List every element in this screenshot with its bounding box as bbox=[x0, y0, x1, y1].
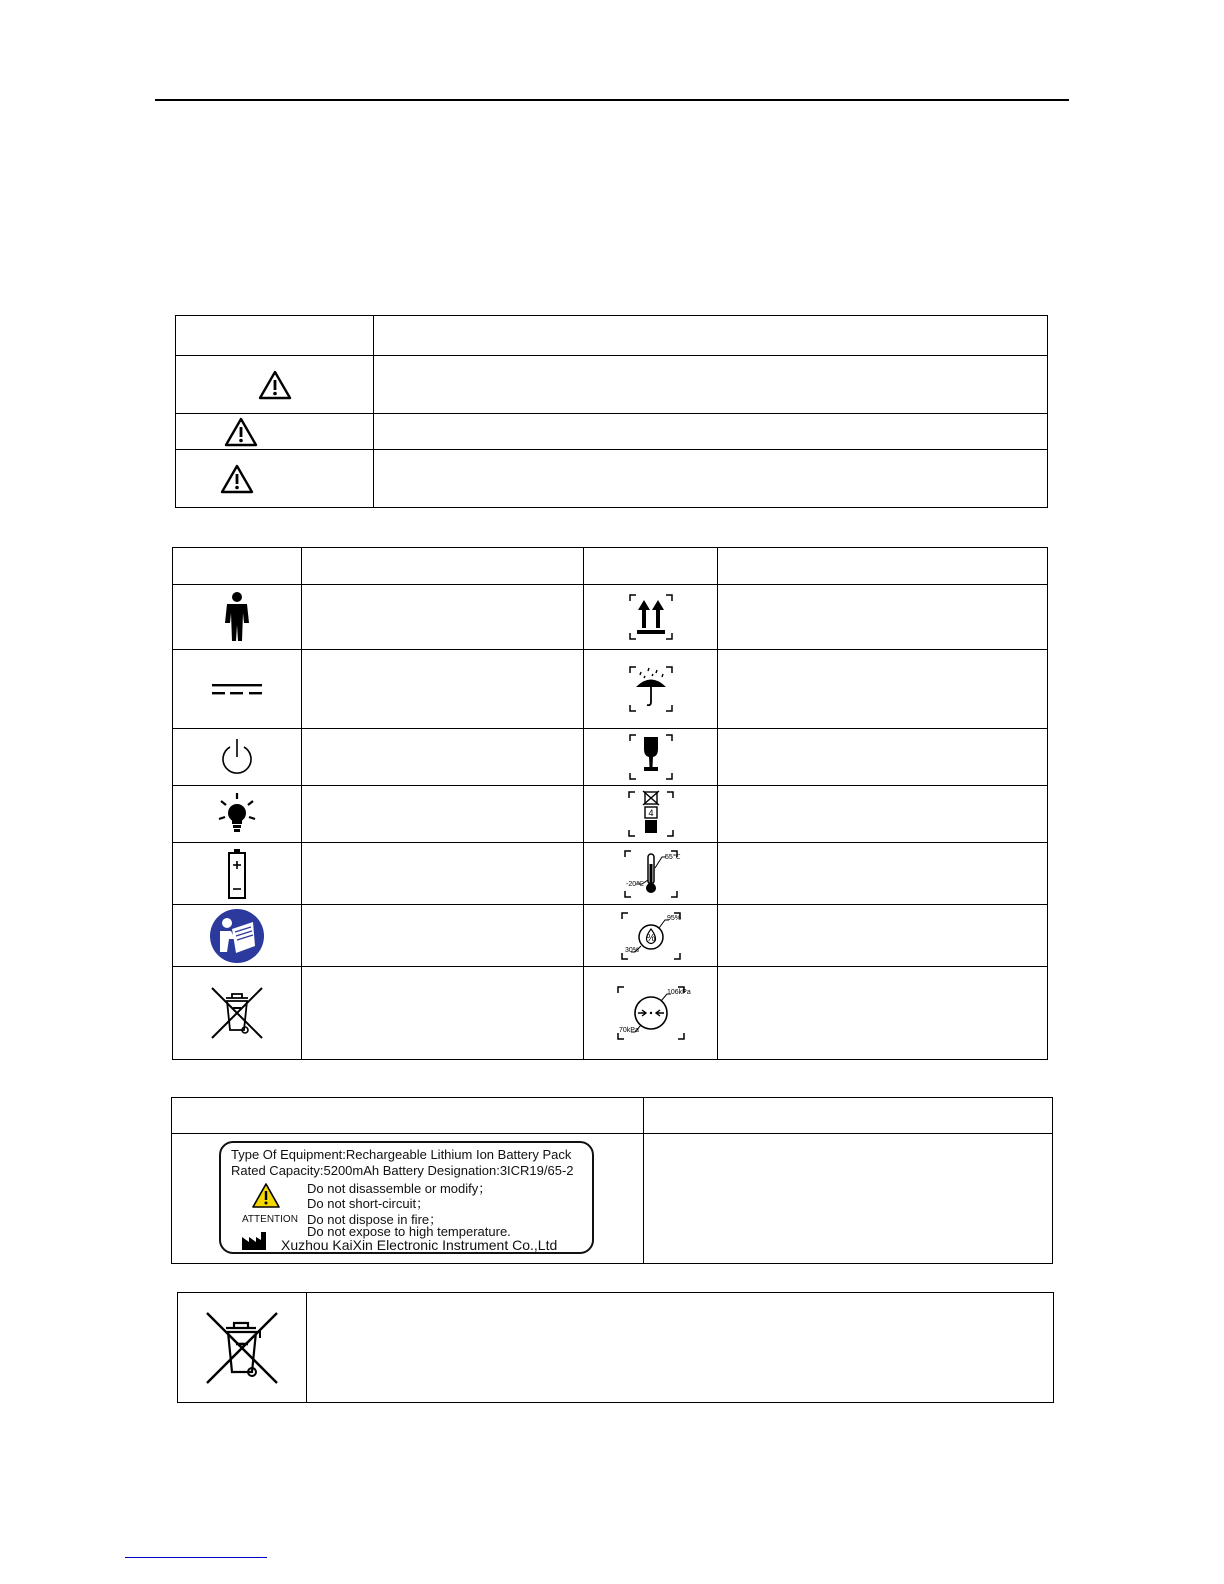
light-bulb-icon bbox=[173, 791, 301, 837]
power-standby-icon bbox=[173, 737, 301, 777]
symbol-cell bbox=[178, 1293, 307, 1403]
disposal-table bbox=[177, 1292, 1054, 1403]
weee-crossed-bin-icon bbox=[173, 984, 301, 1042]
attention-warning-icon bbox=[251, 1182, 281, 1214]
pressure-high-label: 106kPa bbox=[666, 989, 691, 996]
description-cell bbox=[302, 650, 584, 729]
description-cell bbox=[302, 843, 584, 905]
symbol-cell bbox=[584, 967, 718, 1060]
weee-crossed-bin-icon bbox=[178, 1308, 306, 1388]
symbol-cell bbox=[173, 786, 302, 843]
warning-triangle-icon bbox=[176, 464, 373, 494]
label-warning-line: Do not short-circuit； bbox=[307, 1196, 430, 1211]
symbol-cell bbox=[173, 650, 302, 729]
stacking-limit-icon bbox=[584, 789, 717, 839]
symbol-cell bbox=[173, 843, 302, 905]
description-cell bbox=[718, 843, 1048, 905]
direct-current-icon bbox=[173, 682, 301, 696]
label-warning-line: Do not expose to high temperature. bbox=[307, 1224, 511, 1239]
description-cell bbox=[302, 786, 584, 843]
pressure-low-label: 70kPa bbox=[618, 1027, 639, 1034]
label-equipment-type: Type Of Equipment:Rechargeable Lithium Ion Battery Pack bbox=[231, 1147, 572, 1162]
warning-triangle-icon bbox=[176, 370, 373, 400]
stack-limit-label: 4 bbox=[647, 808, 654, 818]
table-header-cell bbox=[374, 316, 1048, 356]
symbol-cell bbox=[176, 450, 374, 508]
safety-message-table bbox=[175, 315, 1048, 508]
description-cell bbox=[718, 585, 1048, 650]
symbols-table bbox=[172, 547, 1048, 1060]
type-b-applied-part-icon bbox=[173, 591, 301, 643]
this-way-up-icon bbox=[584, 592, 717, 642]
message-cell bbox=[374, 450, 1048, 508]
description-cell bbox=[302, 967, 584, 1060]
symbol-cell bbox=[584, 729, 718, 786]
message-cell bbox=[374, 414, 1048, 450]
label-warning-line: Do not disassemble or modify； bbox=[307, 1181, 492, 1196]
symbol-cell bbox=[584, 843, 718, 905]
symbol-cell bbox=[584, 786, 718, 843]
humidity-limit-icon bbox=[584, 910, 717, 962]
label-rated-capacity: Rated Capacity:5200mAh Battery Designation:3ICR19/65-2 bbox=[231, 1163, 574, 1178]
description-cell bbox=[302, 585, 584, 650]
description-cell bbox=[718, 650, 1048, 729]
symbol-cell bbox=[173, 967, 302, 1060]
description-cell bbox=[718, 786, 1048, 843]
label-manufacturer: Xuzhou KaiXin Electronic Instrument Co.,Ltd bbox=[281, 1237, 558, 1253]
table-header-cell bbox=[172, 1098, 644, 1134]
label-warning-line: Do not dispose in fire； bbox=[307, 1212, 443, 1227]
battery-label bbox=[219, 1141, 594, 1254]
description-cell bbox=[718, 967, 1048, 1060]
header-rule bbox=[155, 99, 1069, 101]
table-header-cell bbox=[644, 1098, 1053, 1134]
symbol-cell bbox=[176, 414, 374, 450]
symbol-cell bbox=[173, 729, 302, 786]
description-cell bbox=[718, 905, 1048, 967]
pressure-limit-icon bbox=[584, 984, 717, 1042]
temperature-limit-icon bbox=[584, 848, 717, 900]
description-cell bbox=[302, 729, 584, 786]
temp-high-label: 55℃ bbox=[664, 853, 681, 861]
message-cell bbox=[374, 356, 1048, 414]
description-cell bbox=[718, 729, 1048, 786]
symbol-cell bbox=[173, 905, 302, 967]
humidity-high-label: 95% bbox=[666, 914, 681, 922]
manufacturer-factory-icon bbox=[241, 1231, 267, 1256]
warning-triangle-icon bbox=[176, 417, 373, 447]
symbol-cell bbox=[584, 905, 718, 967]
table-header-cell bbox=[176, 316, 374, 356]
keep-dry-umbrella-icon bbox=[584, 664, 717, 714]
label-attention: ATTENTION bbox=[242, 1214, 298, 1225]
footer-link-underline[interactable] bbox=[125, 1557, 267, 1558]
table-header-cell bbox=[584, 548, 718, 585]
symbol-cell bbox=[584, 650, 718, 729]
symbol-cell bbox=[176, 356, 374, 414]
symbol-cell bbox=[584, 585, 718, 650]
table-header-cell bbox=[718, 548, 1048, 585]
disposal-description-cell bbox=[307, 1293, 1054, 1403]
humidity-low-label: 30% bbox=[624, 946, 639, 954]
fragile-glass-icon bbox=[584, 732, 717, 782]
description-cell bbox=[644, 1134, 1053, 1264]
table-header-cell bbox=[302, 548, 584, 585]
temp-low-label: -20℃ bbox=[625, 880, 644, 888]
table-header-cell bbox=[173, 548, 302, 585]
battery-icon bbox=[173, 848, 301, 900]
description-cell bbox=[302, 905, 584, 967]
symbol-cell bbox=[173, 585, 302, 650]
refer-to-manual-icon bbox=[173, 908, 301, 964]
svg-text:%: % bbox=[646, 932, 655, 944]
